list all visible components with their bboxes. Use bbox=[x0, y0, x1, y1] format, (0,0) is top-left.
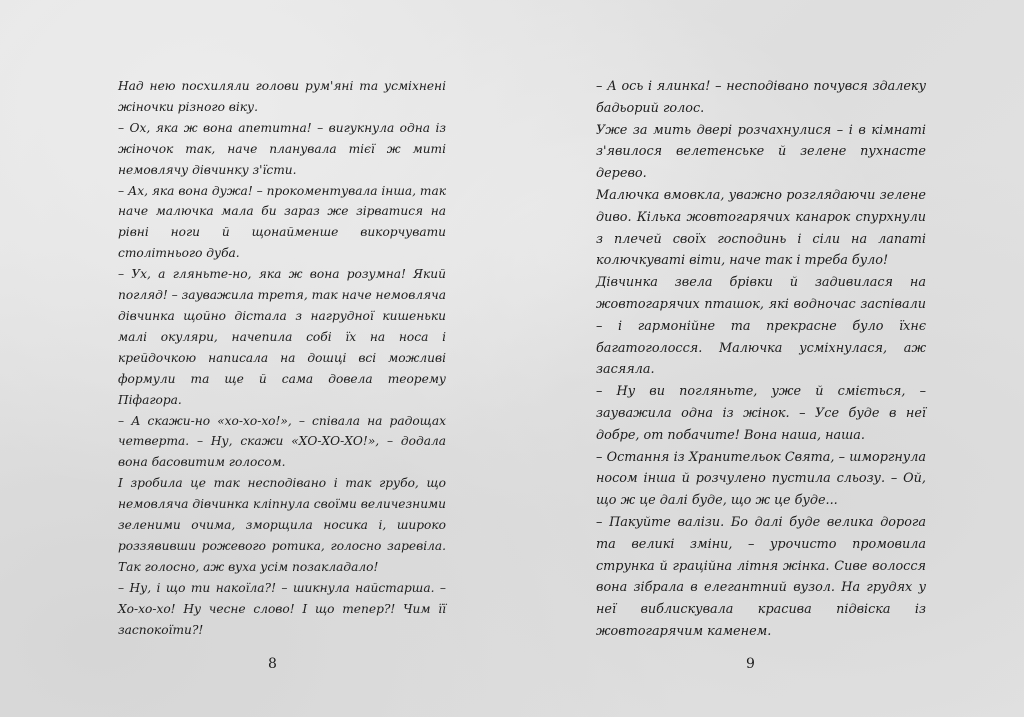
paragraph: – Остання із Хранительок Свята, – шморгнула носом інша й розчулено пустила сльозу. – Ой, що ж це далі буде, що ж це буде... bbox=[596, 449, 926, 509]
left-page-text bbox=[118, 76, 446, 640]
paragraph: – А скажи-но «хо-хо-хо!», – співала на радощах четверта. – Ну, скажи «ХО-ХО-ХО!», – додала вона басовитим голосом. bbox=[118, 413, 446, 470]
paragraph: – Ух, а гляньте-но, яка ж вона розумна! Який погляд! – зауважила третя, так наче немовляча дівчинка щойно дістала з нагрудної кишеньки малі окуляри, начепила собі їх на носа і крейдочкою написала на дошці всі можливі формули та ще й сама довела теорему Піфагора. bbox=[118, 267, 446, 407]
paragraph: – Ну ви погляньте, уже й сміється, – зауважила одна із жінок. – Усе буде в неї добре, от побачите! Вона наша, наша. bbox=[596, 384, 926, 443]
paragraph: Дівчинка звела брівки й задивилася на жовтогарячих пташок, які водночас заспівали – і гармонійне та прекрасне було їхнє багатоголосся. Малючка усміхнулася, аж засяяла. bbox=[596, 275, 926, 378]
paragraph: І зробила це так несподівано і так грубо, що немовляча дівчинка кліпнула своїми величезними зеленими очима, зморщила носика і, широко роззявивши рожевого ротика, голосно заревіла. Так голосно, аж вуха усім позакладало! bbox=[118, 476, 446, 574]
paragraph: – Пакуйте валізи. Бо далі буде велика дорога та великі зміни, – урочисто промовила струнка й граційна літня жінка. Сиве волосся вона зібрала в елегантний вузол. На грудях у неї виблискувала красива підвіска із жовтогарячим каменем. bbox=[596, 514, 926, 639]
paragraph: Уже за мить двері розчахнулися – і в кімнаті з'явилося велетенське й зелене пухнасте дерево. bbox=[596, 122, 926, 182]
paragraph: – Ох, яка ж вона апетитна! – вигукнула одна із жіночок так, наче планувала тієї ж миті немовлячу дівчинку з'їсти. bbox=[118, 120, 446, 177]
paragraph: Над нею посхиляли голови рум'яні та усміхнені жіночки різного віку. bbox=[118, 79, 446, 114]
paragraph: – А ось і ялинка! – несподівано почувся здалеку бадьорий голос. bbox=[596, 79, 926, 116]
page-number-left: 8 bbox=[268, 656, 277, 672]
right-page-text bbox=[596, 76, 926, 643]
paragraph: – Ах, яка вона дужа! – прокоментувала інша, так наче малючка мала би зараз же зірватися на рівні ноги й щонайменше викорчувати столітнього дуба. bbox=[118, 183, 446, 261]
paragraph: – Ну, і що ти накоїла?! – шикнула найстарша. – Хо-хо-хо! Ну чесне слово! І що тепер?! Чим її заспокоїти?! bbox=[118, 580, 446, 637]
paragraph: Малючка вмовкла, уважно розглядаючи зелене диво. Кілька жовтогарячих канарок спурхнули з плечей своїх господинь і сіли на лапаті колючкуваті віти, наче так і треба було! bbox=[596, 187, 926, 269]
page-number-right: 9 bbox=[746, 656, 755, 672]
